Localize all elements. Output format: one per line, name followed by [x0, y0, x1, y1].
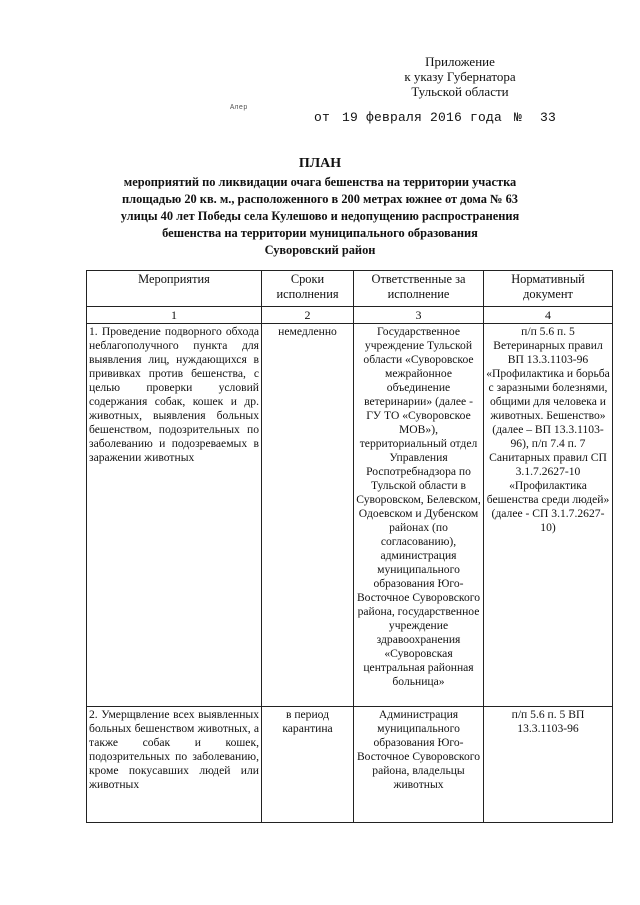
column-index: 1	[87, 307, 262, 324]
responsible-cell: Администрация муниципального образования Юго-Восточное Суворовского района, владельцы животных	[354, 707, 484, 823]
responsible-cell: Государственное учреждение Тульской области «Суворовское межрайонное объединение ветеринарии» (далее - ГУ ТО «Суворовское МОВ»), территориальный отдел Управления Роспотребнадзора по Тульской области в Суворовском, Белевском, Одоевском и Дубенском районах (по согласованию), администрация муниципального образования Юго-Восточное Суворовского района, государственное учреждение здравоохранения «Суворовская центральная районная больница»	[354, 324, 484, 707]
column-index: 3	[354, 307, 484, 324]
table-index-row	[87, 307, 613, 324]
from-label: от	[314, 110, 331, 125]
measure-cell: 1. Проведение подворного обхода неблагополучного пункта для выявления лиц, нуждающихся в прививках против бешенства, с целью проверки условий содержания собак, кошек и др. животных, выявления больных бешенством, подозрительных по заболеванию и подозреваемых в заражении животных	[87, 324, 262, 707]
deadline-cell: немедленно	[262, 324, 354, 707]
plan-subtitle	[80, 174, 560, 259]
column-index: 2	[262, 307, 354, 324]
document-cell: п/п 5.6 п. 5 Ветеринарных правил ВП 13.3.1103-96 «Профилактика и борьба с заразными болезнями, общими для человека и животных. Бешенство» (далее – ВП 13.3.1103-96), п/п 7.4 п. 7 Санитарных правил СП 3.1.7.2627-10 «Профилактика бешенства среди людей» (далее - СП 3.1.7.2627-10)	[484, 324, 613, 707]
plan-table	[86, 270, 613, 823]
measure-cell: 2. Умерщвление всех выявленных больных бешенством животных, а также собак и кошек, подозрительных по заболеванию, кроме покусавших людей или животных	[87, 707, 262, 823]
appendix-line: Приложение	[425, 54, 495, 69]
column-header: Ответственные за исполнение	[354, 271, 484, 307]
appendix-line: к указу Губернатора	[404, 69, 516, 84]
number-label: №	[514, 110, 523, 125]
deadline-cell: в период карантина	[262, 707, 354, 823]
decree-number: 33	[540, 110, 557, 125]
column-index: 4	[484, 307, 613, 324]
subtitle-line: Суворовский район	[264, 243, 376, 257]
column-header: Нормативный документ	[484, 271, 613, 307]
stamp-mark: Алер	[230, 104, 248, 112]
subtitle-line: площадью 20 кв. м., расположенного в 200 метрах южнее от дома № 63	[121, 192, 518, 206]
decree-date: 19 февраля 2016 года	[342, 110, 503, 125]
subtitle-line: бешенства на территории муниципального образования	[162, 226, 478, 240]
page-title: ПЛАН	[298, 156, 342, 171]
subtitle-line: мероприятий по ликвидации очага бешенства на территории участка	[123, 175, 517, 189]
column-header: Мероприятия	[87, 271, 262, 307]
subtitle-line: улицы 40 лет Победы села Кулешово и недопущению распространения	[120, 209, 520, 223]
table-header-row	[87, 271, 613, 307]
document-cell: п/п 5.6 п. 5 ВП 13.3.1103-96	[484, 707, 613, 823]
column-header: Сроки исполнения	[262, 271, 354, 307]
table-row	[87, 324, 613, 707]
table-row	[87, 707, 613, 823]
appendix-line: Тульской области	[411, 84, 509, 99]
appendix-block	[360, 54, 560, 99]
